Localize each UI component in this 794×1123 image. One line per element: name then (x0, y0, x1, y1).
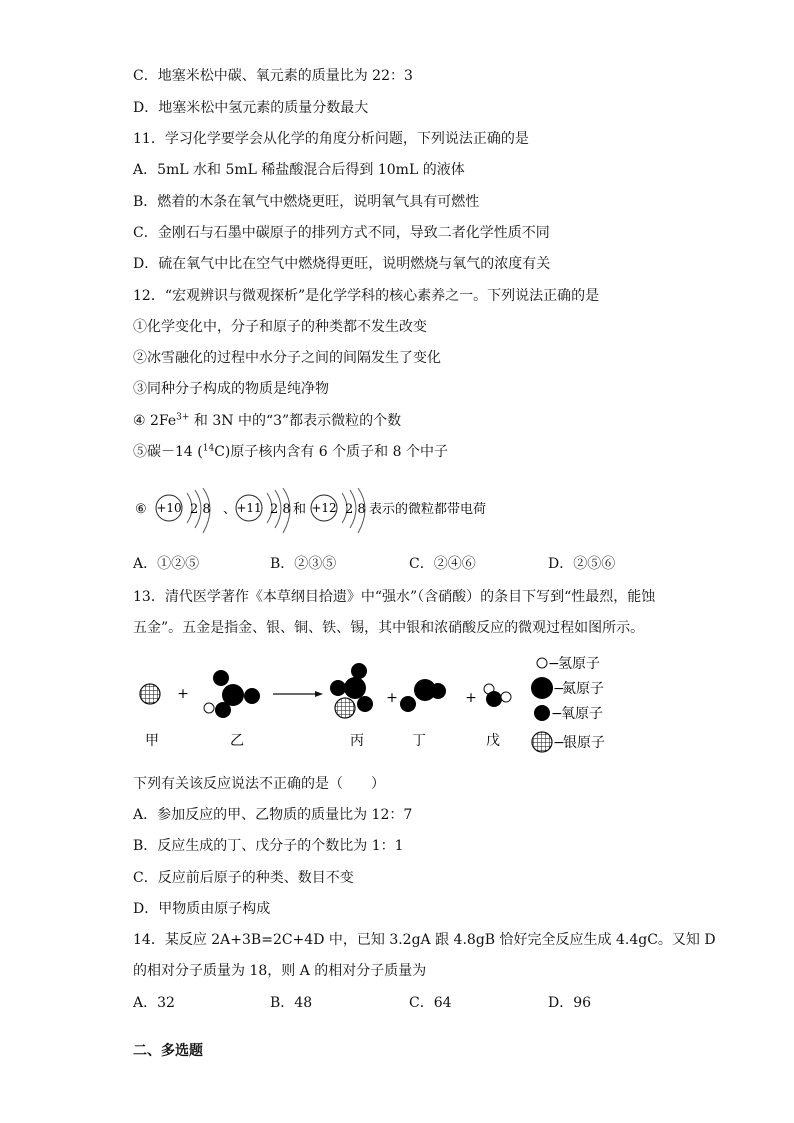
statement-5-prefix: ⑤碳－14 ( (133, 444, 203, 460)
q14-stem-line-2: 的相对分子质量为 18，则 A 的相对分子质量为 (133, 963, 427, 979)
q10-option-d: D．地塞米松中氢元素的质量分数最大 (133, 100, 369, 116)
plus-sign-2: + (386, 690, 398, 706)
q13-option-a: A．参加反应的甲、乙物质的质量比为 12：7 (133, 807, 413, 823)
q12-option-a: A．①②⑤ (133, 556, 200, 572)
statement-6-suffix: 表示的微粒都带电荷 (369, 502, 487, 517)
q13-option-b: B．反应生成的丁、戊分子的个数比为 1：1 (133, 838, 404, 854)
legend-dash-3: − (551, 706, 563, 722)
atom-structure-diagrams (133, 488, 553, 538)
q12-statement-5 (133, 442, 448, 462)
silver-nitrate-molecule (330, 663, 373, 718)
statement-6-number: ⑥ (135, 502, 147, 517)
silver-atom-reactant (140, 684, 160, 704)
legend-dash-2: − (553, 681, 565, 697)
statement-5-suffix: C)原子核内含有 6 个质子和 8 个中子 (214, 444, 448, 460)
legend-dash-4: − (553, 735, 565, 751)
q14-option-c: C．64 (409, 995, 452, 1011)
q11-option-d: D．硫在氧气中比在空气中燃烧得更旺，说明燃烧与氧气的浓度有关 (133, 256, 551, 272)
q12-option-b: B．②③⑤ (270, 556, 337, 572)
electron-shells-2: 2 8 (270, 502, 291, 517)
legend-hydrogen: 氢原子 (558, 656, 600, 672)
legend-nitrogen: 氮原子 (562, 681, 604, 697)
label-ding: 丁 (412, 733, 426, 749)
atom-diagram-3 (311, 488, 366, 533)
q14-option-d: D．96 (548, 995, 592, 1011)
electron-shells-3: 2 8 (345, 502, 366, 517)
section-heading-multiple-choice: 二、多选题 (133, 1043, 203, 1059)
q12-statement-2: ②冰雪融化的过程中水分子之间的间隔发生了变化 (133, 350, 441, 366)
q11-option-c: C．金刚石与石墨中碳原子的排列方式不同，导致二者化学性质不同 (133, 225, 550, 241)
separator-comma: 、 (223, 502, 237, 517)
electron-shells-1: 2 8 (190, 502, 211, 517)
nucleus-charge-3: +12 (311, 501, 337, 515)
q11-option-a: A．5mL 水和 5mL 稀盐酸混合后得到 10mL 的液体 (133, 162, 465, 178)
q12-option-c: C．②④⑥ (409, 556, 476, 572)
legend-silver: 银原子 (563, 735, 605, 751)
q13-stem-line-1: 13．清代医学著作《本草纲目拾遗》中“强水”（含硝酸）的条目下写到“性最烈，能蚀 (133, 589, 656, 605)
q12-stem: 12．“宏观辨识与微观探析”是化学学科的核心素养之一。下列说法正确的是 (133, 288, 600, 304)
q14-stem-line-1: 14．某反应 2A+3B=2C+4D 中，已知 3.2gA 跟 4.8gB 恰好完全反应生成 4.4gC。又知 D (133, 932, 716, 948)
q12-option-d: D．②⑤⑥ (548, 556, 616, 572)
reaction-arrow-icon (273, 691, 323, 697)
nucleus-charge-2: +11 (236, 501, 262, 515)
charge-superscript: 3+ (176, 412, 190, 423)
nitrogen-dioxide-molecule (400, 679, 446, 712)
atom-diagram-1 (156, 488, 211, 533)
label-yi: 乙 (230, 733, 244, 749)
mass-number-superscript: 14 (202, 443, 215, 454)
plus-sign-3: + (465, 690, 477, 706)
q12-statement-4 (133, 411, 401, 431)
q10-option-c: C．地塞米松中碳、氧元素的质量比为 22：3 (133, 68, 413, 84)
q14-option-a: A．32 (133, 995, 175, 1011)
legend-oxygen: 氧原子 (561, 706, 603, 722)
reaction-mechanism-diagram (133, 650, 653, 760)
q13-option-c: C．反应前后原子的种类、数目不变 (133, 870, 354, 886)
separator-and: 和 (293, 502, 307, 517)
q11-stem: 11．学习化学要学会从化学的角度分析问题，下列说法正确的是 (133, 131, 529, 147)
atom-diagram-2 (236, 488, 291, 533)
plus-sign-1: + (177, 686, 189, 702)
legend-dash-1: − (548, 656, 560, 672)
q14-option-b: B．48 (270, 995, 313, 1011)
atom-legend (531, 656, 605, 752)
q12-statement-3: ③同种分子构成的物质是纯净物 (133, 381, 329, 397)
label-jia: 甲 (145, 733, 159, 749)
q13-question: 下列有关该反应说法不正确的是（ ） (133, 776, 385, 792)
label-bing: 丙 (350, 733, 364, 749)
q12-statement-1: ①化学变化中，分子和原子的种类都不发生改变 (133, 319, 427, 335)
q11-option-b: B．燃着的木条在氧气中燃烧更旺，说明氧气具有可燃性 (133, 194, 480, 210)
statement-4-prefix: ④ 2Fe (133, 413, 177, 429)
nucleus-charge-1: +10 (156, 501, 182, 515)
water-molecule (484, 684, 511, 707)
nitric-acid-molecule (204, 670, 260, 718)
q13-option-d: D．甲物质由原子构成 (133, 901, 271, 917)
q13-stem-line-2: 五金”。五金是指金、银、铜、铁、锡，其中银和浓硝酸反应的微观过程如图所示。 (133, 620, 645, 636)
statement-4-suffix: 和 3N 中的“3”都表示微粒的个数 (189, 413, 402, 429)
label-wu: 戊 (486, 733, 500, 749)
